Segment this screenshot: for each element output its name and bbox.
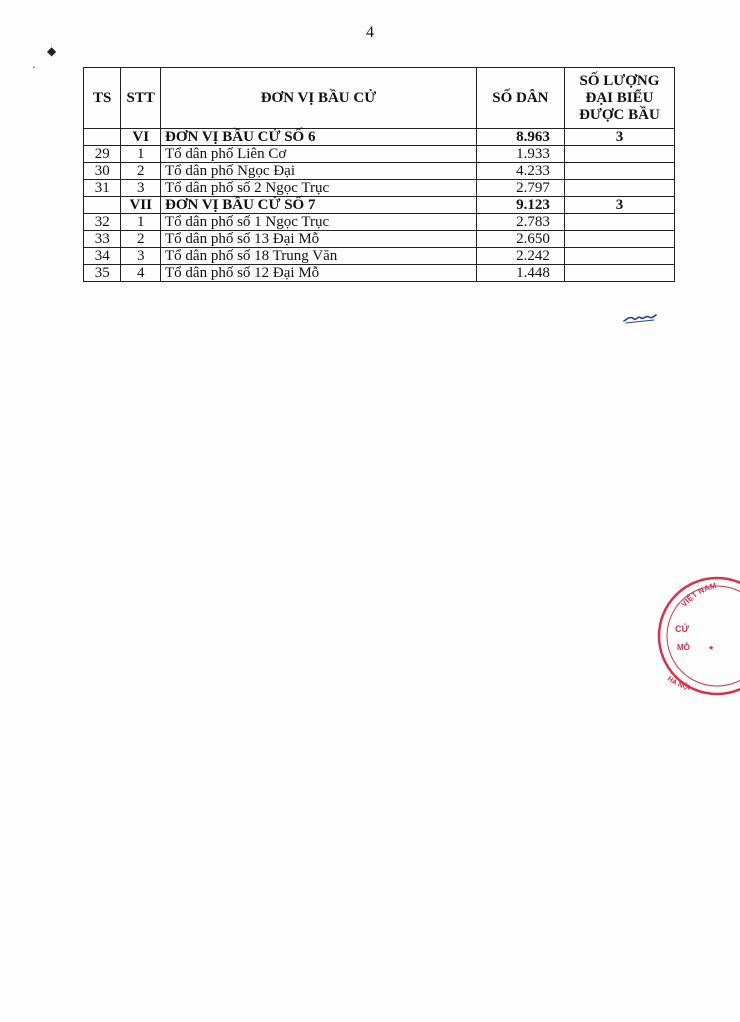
cell-delegates: 3 <box>564 197 674 214</box>
cell-ts: 33 <box>84 231 121 248</box>
header-delegates-line: SỐ LƯỢNG <box>579 72 660 89</box>
cell-stt: 1 <box>121 214 161 231</box>
cell-population: 1.933 <box>476 146 564 163</box>
seal-text-bottom: HÀ NỘI <box>665 675 691 692</box>
cell-delegates <box>564 214 674 231</box>
seal-text-mid: MỖ <box>677 643 690 652</box>
cell-delegates <box>564 248 674 265</box>
table-row <box>84 248 675 265</box>
cell-delegates <box>564 231 674 248</box>
table-group-row <box>84 197 675 214</box>
seal-text-top: VIỆT NAM <box>679 581 718 609</box>
table-row <box>84 265 675 282</box>
cell-stt: 1 <box>121 146 161 163</box>
cell-population: 4.233 <box>476 163 564 180</box>
cell-population: 2.242 <box>476 248 564 265</box>
cell-stt: 2 <box>121 163 161 180</box>
scan-speck: ◆ <box>47 44 57 58</box>
table-body <box>84 129 675 282</box>
table-row <box>84 231 675 248</box>
cell-unit-name: Tổ dân phố Liên Cơ <box>161 146 477 163</box>
cell-stt: 3 <box>121 180 161 197</box>
cell-ts: 32 <box>84 214 121 231</box>
svg-text:VIỆT NAM <box>679 581 717 609</box>
cell-ts: 29 <box>84 146 121 163</box>
cell-population: 2.797 <box>476 180 564 197</box>
cell-ts: 30 <box>84 163 121 180</box>
cell-stt: 3 <box>121 248 161 265</box>
table-group-row <box>84 129 675 146</box>
cell-ts <box>84 129 121 146</box>
seal-star-icon: ★ <box>708 644 715 652</box>
table-row <box>84 146 675 163</box>
cell-unit-name: Tổ dân phố Ngọc Đại <box>161 163 477 180</box>
header-delegates-line: ĐƯỢC BẦU <box>579 106 660 123</box>
cell-ts: 35 <box>84 265 121 282</box>
cell-population: 8.963 <box>476 129 564 146</box>
table-row <box>84 214 675 231</box>
cell-stt: VII <box>121 197 161 214</box>
cell-unit-name: ĐƠN VỊ BẦU CỬ SỐ 7 <box>161 197 477 214</box>
table-row <box>84 180 675 197</box>
cell-delegates <box>564 265 674 282</box>
cell-unit-name: Tổ dân phố số 13 Đại Mỗ <box>161 231 477 248</box>
cell-delegates <box>564 163 674 180</box>
header-delegates <box>564 68 674 129</box>
cell-unit-name: Tổ dân phố số 12 Đại Mỗ <box>161 265 477 282</box>
header-stt: STT <box>121 68 161 129</box>
header-delegates-line: ĐẠI BIỂU <box>585 89 654 106</box>
cell-stt: 2 <box>121 231 161 248</box>
cell-population: 9.123 <box>476 197 564 214</box>
page-number: 4 <box>366 24 374 41</box>
cell-unit-name: Tổ dân phố số 18 Trung Văn <box>161 248 477 265</box>
cell-stt: 4 <box>121 265 161 282</box>
header-ts: TS <box>84 68 121 129</box>
scan-speck: · <box>32 60 36 74</box>
cell-stt: VI <box>121 129 161 146</box>
election-units-table <box>83 67 675 282</box>
cell-delegates <box>564 146 674 163</box>
cell-population: 2.650 <box>476 231 564 248</box>
cell-population: 1.448 <box>476 265 564 282</box>
cell-ts: 34 <box>84 248 121 265</box>
header-population: SỐ DÂN <box>476 68 564 129</box>
cell-delegates <box>564 180 674 197</box>
header-unit: ĐƠN VỊ BẦU CỬ <box>161 68 477 129</box>
cell-unit-name: Tổ dân phố số 1 Ngọc Trục <box>161 214 477 231</box>
cell-unit-name: Tổ dân phố số 2 Ngọc Trục <box>161 180 477 197</box>
cell-population: 2.783 <box>476 214 564 231</box>
official-seal <box>655 570 740 700</box>
signature-mark <box>622 312 658 324</box>
seal-text-mid: CỬ <box>675 624 689 634</box>
cell-unit-name: ĐƠN VỊ BẦU CỬ SỐ 6 <box>161 129 477 146</box>
table-row <box>84 163 675 180</box>
cell-ts <box>84 197 121 214</box>
cell-delegates: 3 <box>564 129 674 146</box>
cell-ts: 31 <box>84 180 121 197</box>
table-header-row <box>84 68 675 129</box>
